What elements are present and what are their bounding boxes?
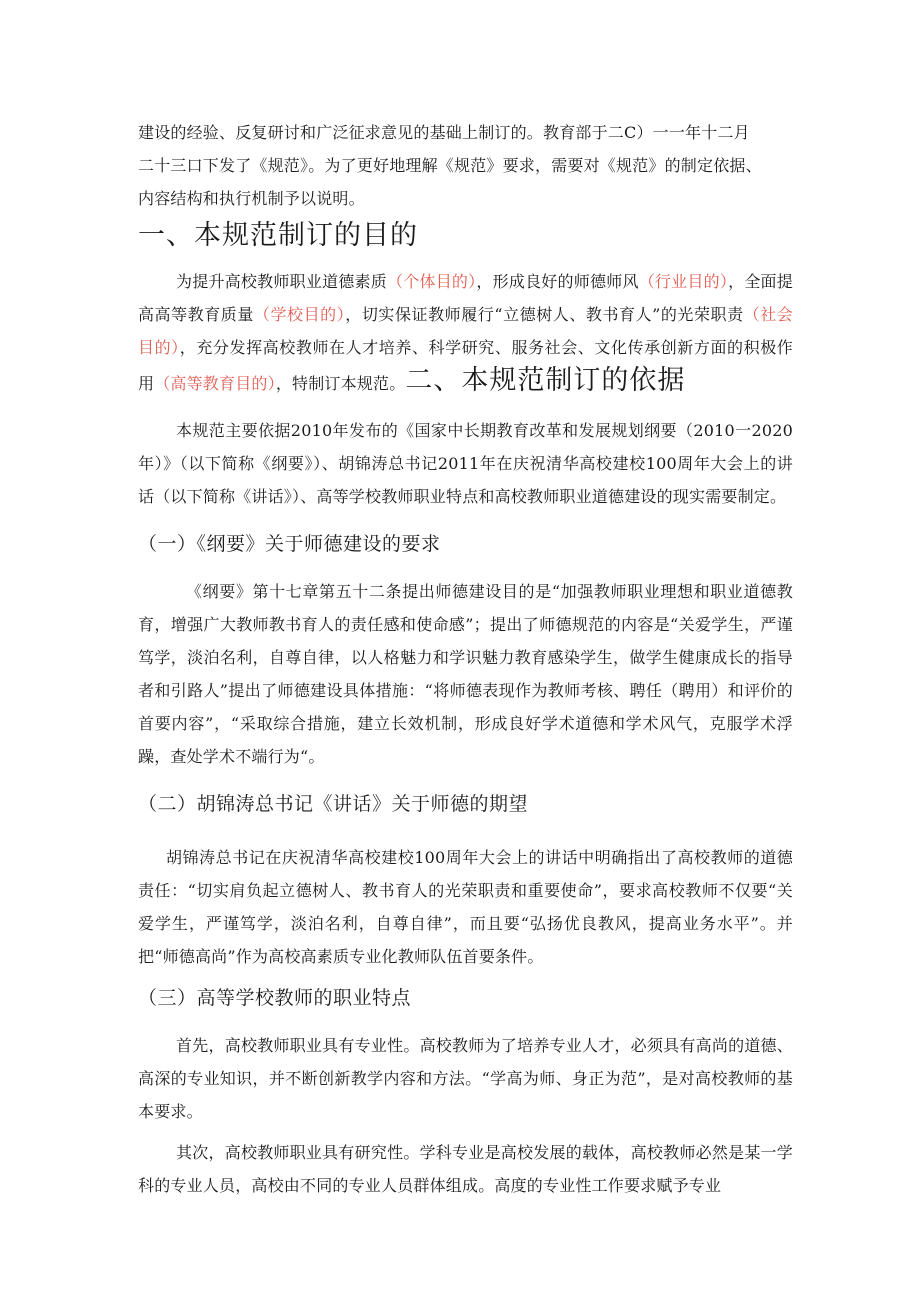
purpose-text-d: ，切实保证教师履行“立德树人、教书育人”的光荣职责 <box>345 305 744 324</box>
tag-individual-purpose: （个体目的） <box>387 272 477 291</box>
subsection-3-paragraph-1: 首先，高校教师职业具有专业性。高校教师为了培养专业人才，必须具有高尚的道德、高深的专业知识，并不断创新教学内容和方法。“学高为师、身正为范”，是对高校教师的基本要求。 <box>138 1036 793 1121</box>
section-2-heading: 二、本规范制订的依据 <box>405 365 686 396</box>
purpose-text-b: ，形成良好的师德师风 <box>476 272 639 291</box>
purpose-text-c: ，全面提高高等教育质量 <box>138 272 793 324</box>
document-page <box>138 116 793 1202</box>
intro-line-1: 建设的经验、反复研讨和广泛征求意见的基础上制订的。教育部于二C）一一年十二月 <box>138 123 750 142</box>
purpose-text-a: 为提升高校教师职业道德素质 <box>176 272 387 291</box>
purpose-text-e: ，充分发挥高校教师在人才培养、科学研究、服务社会、文化传承创新方面的积极作用 <box>138 338 793 393</box>
intro-line-3: 内容结构和执行机制予以说明。 <box>138 189 365 208</box>
tag-school-purpose: （学校目的） <box>253 305 346 324</box>
tag-social-purpose: （社会目的） <box>138 305 793 357</box>
purpose-text-f: ，特制订本规范。 <box>275 374 406 393</box>
subsection-1-paragraph: 《纲要》第十七章第五十二条提出师德建设目的是“加强教师职业理想和职业道德教育，增强广大教师教书育人的责任感和使命感”；提出了师德规范的内容是“关爱学生，严谨笃学，淡泊名利，自尊自律，以人格魅力和学识魅力教育感染学生，做学生健康成长的指导者和引路人”提出了师德建设具体措施：“将师德表现作为教师考核、聘任（聘用）和评价的首要内容”，“采取综合措施，建立长效机制，形成良好学术道德和学术风气，克服学术浮躁，查处学术不端行为“。 <box>138 582 793 766</box>
subsection-1-heading: （一）《纲要》关于师德建设的要求 <box>138 533 441 555</box>
subsection-3-heading: （三）高等学校教师的职业特点 <box>138 987 412 1009</box>
section-1-paragraph <box>138 265 793 400</box>
subsection-2-paragraph: 胡锦涛总书记在庆祝清华高校建校100周年大会上的讲话中明确指出了高校教师的道德责任：“切实肩负起立德树人、教书育人的光荣职责和重要使命”，要求高校教师不仅要“关爱学生，严谨笃学，淡泊名利，自尊自律”，而且要“弘扬优良教风，提高业务水平”。并把“师德高尚”作为高校高素质专业化教师队伍首要条件。 <box>138 848 793 966</box>
subsection-3-paragraph-2: 其次，高校教师职业具有研究性。学科专业是高校发展的载体，高校教师必然是某一学科的专业人员，高校由不同的专业人员群体组成。高度的专业性工作要求赋予专业 <box>138 1143 793 1195</box>
tag-industry-purpose: （行业目的） <box>638 272 729 291</box>
section-1-heading: 一、本规范制订的目的 <box>138 220 418 251</box>
subsection-2-heading: （二）胡锦涛总书记《讲话》关于师德的期望 <box>138 793 529 815</box>
intro-paragraph <box>138 116 793 215</box>
section-2-paragraph: 本规范主要依据2010年发布的《国家中长期教育改革和发展规划纲要（2010一2020年）》（以下简称《纲要》）、胡锦涛总书记2011年在庆祝清华高校建校100周年大会上的讲话（以下简称《讲话》）、高等学校教师职业特点和高校教师职业道德建设的现实需要制定。 <box>138 421 793 506</box>
intro-line-2: 二十三口下发了《规范》。为了更好地理解《规范》要求，需要对《规范》的制定依据、 <box>138 156 762 175</box>
tag-higher-education-purpose: （高等教育目的） <box>154 374 276 393</box>
